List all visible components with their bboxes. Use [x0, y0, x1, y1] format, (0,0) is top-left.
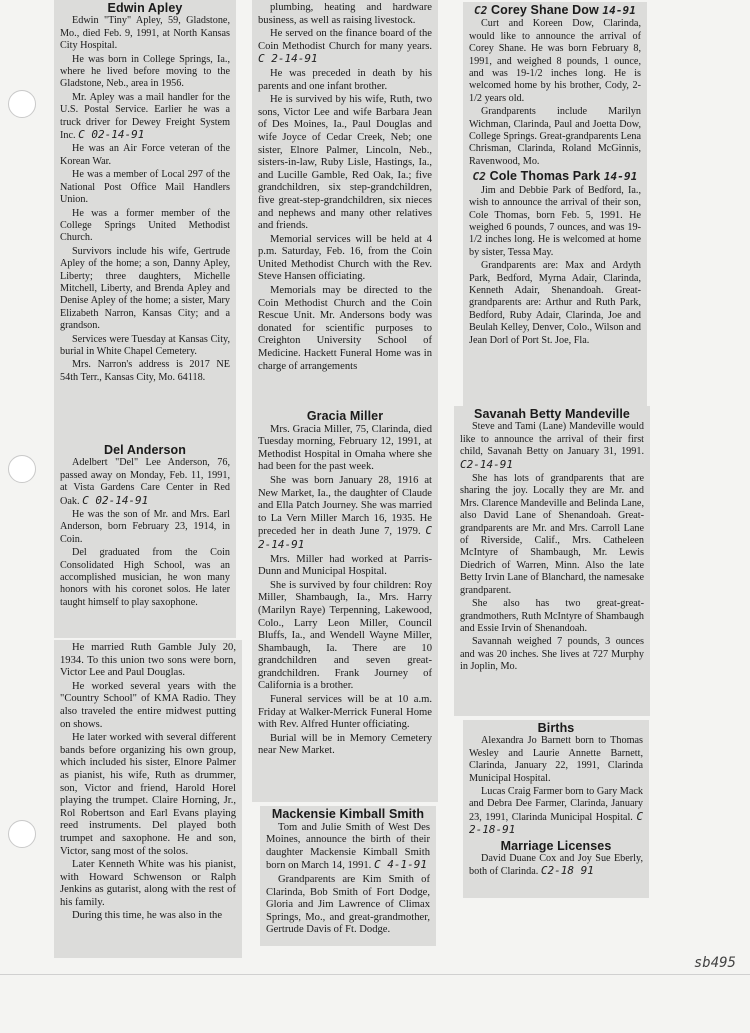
paragraph: He married Ruth Gamble July 20, 1934. To this union two sons were born, Victor Lee and Paul Douglas. [60, 642, 236, 679]
obituary-del-anderson-continued [54, 640, 242, 958]
paragraph: Mr. Apley was a mail handler for the U.S. Postal Service. Earlier he was a truck driver for Dewey Freight System Inc. C 02-14-91 [60, 91, 230, 142]
paragraph: He served on the finance board of the Coin Methodist Church for many years. C 2-14-91 [258, 28, 432, 66]
birth-savanah-mandeville [454, 406, 650, 716]
paragraph: Services were Tuesday at Kansas City, burial in White Chapel Cemetery. [60, 333, 230, 357]
paragraph: He worked several years with the "Country School" of KMA Radio. They also traveled the entire midwest putting on shows. [60, 680, 236, 730]
paragraph: Mrs. Narron's address is 2017 NE 54th Terr., Kansas City, Mo. 64118. [60, 359, 230, 383]
paragraph: Alexandra Jo Barnett born to Thomas Wesley and Laurie Annette Barnett, Clarinda, January 22, 1991, Clarinda Municipal Hospital. [469, 735, 643, 784]
paragraph: She is survived by four children: Roy Miller, Shambaugh, Ia., Mrs. Harry (Marilyn Raye) Terpenning, Lakewood, Colo., Larry Leon Miller, Council Bluffs, Ia., and Wendell Wayne Miller, Shambaugh, Ia. There are 10 grandchildren and seven great-grandchildren. Frank Journey of California is a brother. [258, 579, 432, 692]
handwritten-date: C 4-1-91 [374, 858, 427, 872]
obituary-gracia-miller [252, 408, 438, 802]
paragraph: Grandparents are: Max and Ardyth Park, Bedford, Myrna Adair, Clarinda, Kenneth Adair, Shenandoah. Great-grandparents are: Arthur and Ruth Park, Bedford, Ruby Adair, Clarinda, Joe and Beulah Kelley, Denver, Colo., Wilson and Jean Dorl of Port St. Joe, Fla. [469, 260, 641, 346]
paragraph: Savannah weighed 7 pounds, 3 ounces and was 20 inches. She lives at 727 Murphy in Joplin, Mo. [460, 636, 644, 673]
births-and-marriage-licenses [463, 720, 649, 898]
paragraph: She was born January 28, 1916 at New Market, Ia., the daughter of Claude and Ella Patch Journey. She was married to La Vern Miller March 16, 1935. He preceded her in death June 7, 1979. C 2-14-91 [258, 474, 432, 551]
paragraph: Burial will be in Memory Cemetery near New Market. [258, 732, 432, 757]
paragraph: plumbing, heating and hardware business, as well as raising livestock. [258, 2, 432, 26]
clipping-title: C2 Corey Shane Dow 14-91 [473, 3, 636, 17]
paragraph: Mrs. Gracia Miller, 75, Clarinda, died Tuesday morning, February 12, 1991, at Methodist Hospital in Omaha where she had been for the past week. [258, 423, 432, 473]
paragraph: Funeral services will be at 10 a.m. Friday at Walker-Merrick Funeral Home with Rev. Alfred Hunter officiating. [258, 694, 432, 731]
obituary-del-anderson-end [252, 0, 438, 408]
binder-hole [8, 455, 36, 483]
page-mark: sb495 [693, 955, 736, 971]
paragraph: He was born in College Springs, Ia., where he lived before moving to the Gladstone, Neb., area in 1956. [60, 53, 230, 90]
binder-hole [8, 820, 36, 848]
clipping-title: Savanah Betty Mandeville [474, 407, 630, 421]
page-edge [0, 974, 750, 975]
paragraph: Memorials may be directed to the Coin Methodist Church and the Coin Rescue Unit. Mr. Andersons body was donated for scientific purposes to Creighton University School of Medicine. Hackett Funeral Home was in charge of arrangements [258, 285, 432, 372]
paragraph: He was an Air Force veteran of the Korean War. [60, 143, 230, 167]
handwritten-date: 14-91 [603, 170, 638, 184]
paragraph: She also has two great-great-grandmothers, Ruth McIntyre of Shambaugh and Essie Irvin of Shenandoah. [460, 598, 644, 634]
paragraph: He was the son of Mr. and Mrs. Earl Anderson, born February 23, 1914, in Coin. [60, 509, 230, 545]
paragraph: He was preceded in death by his parents and one infant brother. [258, 67, 432, 92]
paragraph: Later Kenneth White was his pianist, with Howard Schwenson or Ralph Jenkins as gutarist, along with the rest of his family. [60, 859, 236, 908]
handwritten-date: 14-91 [602, 4, 636, 17]
binder-hole [8, 90, 36, 118]
clipping-title: Births [537, 721, 575, 735]
handwritten-date: C2-14-91 [460, 457, 513, 471]
paragraph: Grandparents include Marilyn Wichman, Clarinda, Paul and Joetta Dow, College Springs. Great-grandparents Lena Chrisman, Clarinda, Roland McGinnis, Ravenwood, Mo. [469, 106, 641, 167]
paragraph: Lucas Craig Farmer born to Gary Mack and Debra Dee Farmer, Clarinda, January 23, 1991, Clarinda Municipal Hospital. C 2-18-91 [469, 786, 644, 837]
paragraph: Memorial services will be held at 4 p.m. Saturday, Feb. 16, from the Coin United Methodist Church with the Rev. Steve Hansen officiating. [258, 233, 432, 283]
paragraph: Adelbert "Del" Lee Anderson, 76, passed away on Monday, Feb. 11, 1991, at Vista Gardens Care Center in Red Oak. C 02-14-91 [60, 457, 230, 507]
paragraph: Edwin "Tiny" Apley, 59, Gladstone, Mo., died Feb. 9, 1991, at North Kansas City Hospital. [60, 15, 230, 52]
handwritten-code: C2 [472, 170, 486, 184]
handwritten-date: C 2-14-91 [258, 52, 318, 66]
birth-announcements-dow-park [463, 2, 647, 406]
paragraph: During this time, he was also in the [72, 910, 223, 922]
paragraph: Mrs. Miller had worked at Parris-Dunn and Municipal Hospital. [258, 553, 432, 578]
obituary-del-anderson [54, 442, 236, 638]
birth-mackensie-smith [260, 806, 436, 946]
handwritten-date: C 02-14-91 [78, 128, 145, 142]
handwritten-date: C 2-18-91 [469, 809, 644, 837]
paragraph: David Duane Cox and Joy Sue Eberly, both of Clarinda. C2-18 91 [469, 853, 643, 878]
clipping-title: Edwin Apley [107, 1, 183, 15]
paragraph: He is survived by his wife, Ruth, two sons, Victor Lee and wife Barbara Jean of Des Moines, Ia., Paul Douglas and wife Joyce of Cedar Creek, Neb; one sister, Elnore Palmer, Lincoln, Neb., sisters-in-law, Ruby Lisle, Hastings, Ia., and Lucille Gamble, Red Oak, Ia.; five grandchildren, six step-grandchildren, five great-step-grandchildren, six nieces and nephews and many other relatives and friends. [258, 94, 432, 232]
paragraph: He was a former member of the College Springs United Methodist Church. [60, 207, 230, 244]
handwritten-code: C2 [473, 4, 488, 17]
paragraph: He was a member of Local 297 of the National Post Office Mail Handlers Union. [60, 169, 230, 206]
handwritten-date: C 02-14-91 [82, 493, 149, 507]
paragraph: He later worked with several different bands before organizing his own group, which included his sister, Elnore Palmer as pianist, his wife, Ruth as drummer, son, Victor and friend, Harold Horel playing the trumpet. Claire Horning, Jr., Rol Robertson and Earl Evans playing reed instruments. Del played both trumpet and saxophone. He and son, Victor, sang most of the solos. [60, 732, 236, 857]
paragraph: Grandparents are Kim Smith of Clarinda, Bob Smith of Fort Dodge, Gloria and Jim Lawrence of Climax Springs, Mo., and great-grandmother, Gertrude Davis of Ft. Dodge. [266, 873, 430, 936]
clipping-title: Del Anderson [104, 443, 186, 457]
paragraph: She has lots of grandparents that are sharing the joy. Locally they are Mr. and Mrs. Clarence Mandeville and Belinda Lane, also David Lane of Shenandoah. Great-grandparents are Mr. and Mrs. Carroll Lane of Riverside, Calif., Mrs. Catheleen McIntyre of Shambaugh, Mr. Lewis Diedrich of Warren, Minn. Also the late Betty Irvin Lane of Blanchard, the namesake grandparent. [460, 473, 644, 596]
paragraph: Jim and Debbie Park of Bedford, Ia., wish to announce the arrival of their son, Cole Thomas, born Feb. 5, 1991. He weighed 6 pounds, 7 ounces, and was 19-1/2 inches long. He is welcomed at home by sister, Tessa May. [469, 184, 641, 258]
clipping-title: Mackensie Kimball Smith [271, 807, 425, 821]
clipping-title: C2 Cole Thomas Park 14-91 [472, 169, 638, 184]
paragraph: Steve and Tami (Lane) Mandeville would like to announce the arrival of their first child, Savanah Betty on January 31, 1991. C2-14-91 [460, 421, 644, 471]
paragraph: Curt and Koreen Dow, Clarinda, would like to announce the arrival of Corey Shane. He was born February 8, 1991, and weighed 8 pounds, 1 ounce, and was 19-1/2 inches long. He is welcomed home by his brother, Cody, 2-1/2 years old. [469, 18, 641, 104]
clipping-title: Marriage Licenses [500, 838, 612, 853]
paragraph: Tom and Julie Smith of West Des Moines, announce the birth of their daughter Mackensie Kimball Smith born on March 14, 1991. C 4-1-91 [266, 821, 430, 872]
handwritten-date: C2-18 91 [540, 864, 594, 878]
obituary-edwin-apley [54, 0, 236, 442]
handwritten-date: C 2-14-91 [258, 524, 432, 551]
paragraph: Del graduated from the Coin Consolidated High School, was an accomplished musician, he won many honors with his coronet solos. He later taught himself to play saxophone. [60, 547, 230, 608]
clipping-title: Gracia Miller [306, 409, 384, 423]
paragraph: Survivors include his wife, Gertrude Apley of the home; a son, Danny Apley, Liberty; three daughters, Michelle Mitchell, Liberty, and Brenda Apley and Denise Apley of the home; a sister, Mary Elizabeth Narron, Kansas City; and a grandson. [60, 245, 230, 332]
